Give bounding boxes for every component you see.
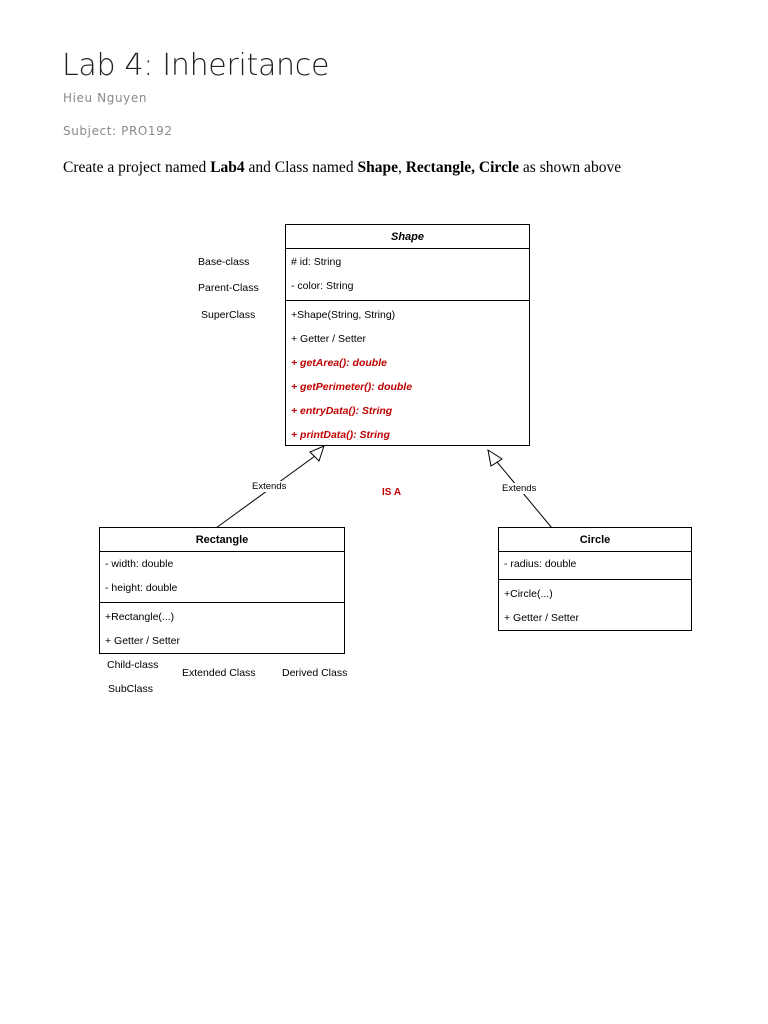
rectangle-attribute-height: - height: double: [105, 582, 178, 594]
label-base-class: Base-class: [198, 256, 250, 268]
circle-method-constructor: +Circle(...): [504, 588, 553, 600]
shape-attribute-id: # id: String: [291, 256, 342, 268]
instruction-text-3: ,: [397, 159, 406, 176]
circle-extends-arrowhead: [488, 450, 502, 466]
shape-method-constructor: +Shape(String, String): [291, 309, 396, 321]
label-is-a: IS A: [382, 487, 402, 498]
author-name: Hieu Nguyen: [63, 91, 148, 105]
shape-class-box: [285, 224, 530, 446]
instruction-bold-classes: Rectangle, Circle: [405, 159, 520, 176]
label-super-class: SuperClass: [201, 309, 256, 321]
rectangle-attributes: [100, 552, 344, 603]
circle-class-name: Circle: [499, 528, 691, 552]
circle-attribute-radius: - radius: double: [504, 558, 577, 570]
document-title: Lab 4: Inheritance: [62, 48, 330, 83]
shape-method-print-data: + printData(): String: [291, 429, 390, 441]
shape-method-get-perimeter: + getPerimeter(): double: [291, 381, 413, 393]
label-extended-class: Extended Class: [182, 667, 256, 679]
rectangle-attribute-width: - width: double: [105, 558, 174, 570]
rectangle-extends-arrowhead: [310, 446, 324, 461]
instruction-text-4: as shown above: [519, 159, 622, 176]
shape-class-name: Shape: [286, 225, 529, 249]
rectangle-class-name: Rectangle: [100, 528, 344, 552]
shape-method-entry-data: + entryData(): String: [291, 405, 393, 417]
shape-method-getter-setter: + Getter / Setter: [291, 333, 366, 345]
label-sub-class: SubClass: [108, 683, 153, 695]
circle-methods: [499, 580, 691, 630]
instruction-bold-lab4: Lab4: [210, 159, 245, 176]
shape-attributes: [286, 249, 529, 301]
rectangle-extends-line: [216, 456, 315, 528]
instruction-bold-shape: Shape: [357, 159, 398, 176]
shape-method-get-area: + getArea(): double: [291, 357, 387, 369]
circle-attributes: [499, 552, 691, 580]
subject-line: Subject: PRO192: [63, 124, 173, 138]
instruction-text-2: and Class named: [244, 159, 358, 176]
label-parent-class: Parent-Class: [198, 282, 259, 294]
label-right-extends: Extends: [502, 483, 537, 494]
label-derived-class: Derived Class: [282, 667, 348, 679]
circle-extends-line: [497, 462, 552, 528]
circle-method-getter-setter: + Getter / Setter: [504, 612, 579, 624]
instruction-text-1: Create a project named: [63, 159, 211, 176]
circle-class-box: [498, 527, 692, 631]
rectangle-class-box: [99, 527, 345, 654]
shape-attribute-color: - color: String: [291, 280, 354, 292]
rectangle-method-constructor: +Rectangle(...): [105, 611, 175, 623]
label-child-class: Child-class: [107, 659, 159, 671]
label-left-extends: Extends: [252, 481, 287, 492]
shape-methods: [286, 301, 529, 447]
rectangle-methods: [100, 603, 344, 653]
rectangle-method-getter-setter: + Getter / Setter: [105, 635, 180, 647]
